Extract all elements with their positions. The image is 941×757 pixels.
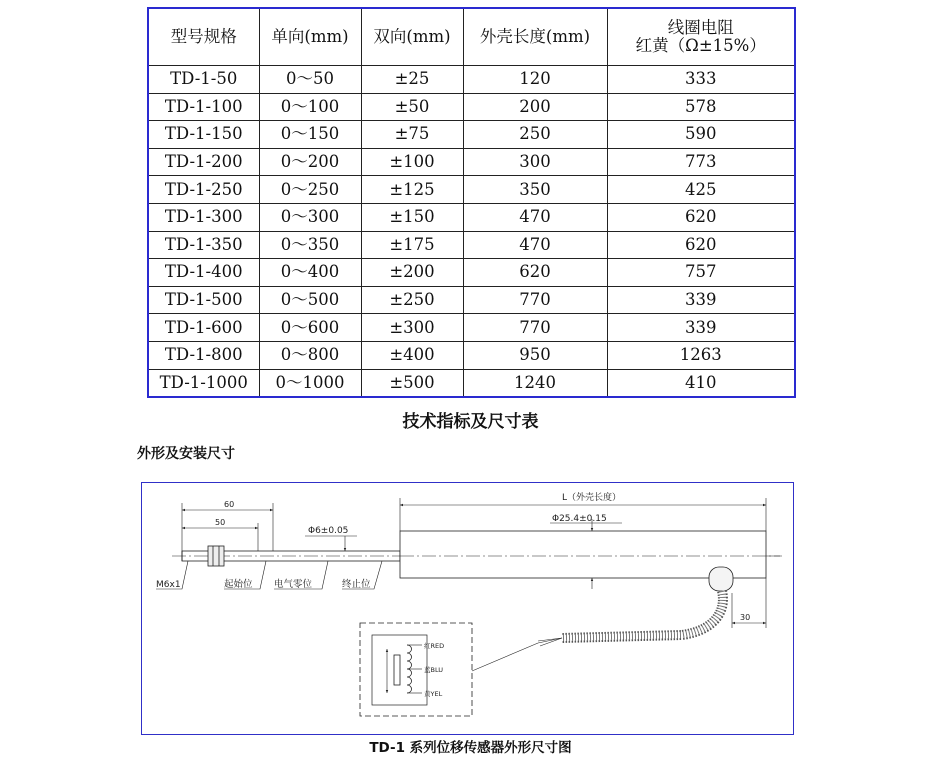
cell-housing-length: 470 (463, 203, 607, 231)
cell-housing-length: 120 (463, 66, 607, 94)
cell-model: TD-1-800 (148, 341, 259, 369)
header-coil-resistance-line1: 线圈电阻 (667, 17, 734, 37)
cell-coil-resistance: 425 (607, 176, 795, 204)
cell-unidirectional: 0～250 (259, 176, 361, 204)
spec-table (147, 7, 796, 398)
cell-unidirectional: 0～1000 (259, 369, 361, 397)
dim-50-label: 50 (215, 518, 226, 527)
cell-coil-resistance: 410 (607, 369, 795, 397)
cell-bidirectional: ±300 (361, 314, 463, 342)
dim-60-label: 60 (224, 500, 235, 509)
cell-bidirectional: ±75 (361, 121, 463, 149)
section-title: 外形及安装尺寸 (137, 446, 235, 462)
header-coil-resistance (607, 8, 795, 66)
cell-coil-resistance: 339 (607, 314, 795, 342)
cell-housing-length: 350 (463, 176, 607, 204)
drawing-svg (142, 483, 795, 736)
cell-model: TD-1-150 (148, 121, 259, 149)
cell-unidirectional: 0～300 (259, 203, 361, 231)
cell-bidirectional: ±125 (361, 176, 463, 204)
cell-model: TD-1-500 (148, 286, 259, 314)
cell-housing-length: 1240 (463, 369, 607, 397)
table-header-row (148, 8, 795, 66)
cell-unidirectional: 0～600 (259, 314, 361, 342)
cell-model: TD-1-600 (148, 314, 259, 342)
table-row (148, 176, 795, 204)
cell-coil-resistance: 578 (607, 93, 795, 121)
cell-bidirectional: ±200 (361, 259, 463, 287)
cell-model: TD-1-50 (148, 66, 259, 94)
table-row (148, 148, 795, 176)
cell-unidirectional: 0～500 (259, 286, 361, 314)
cell-bidirectional: ±400 (361, 341, 463, 369)
wiring-schematic-box (360, 623, 472, 716)
cell-bidirectional: ±50 (361, 93, 463, 121)
housing-diameter-label: Φ25.4±0.15 (552, 514, 607, 524)
cell-model: TD-1-1000 (148, 369, 259, 397)
table-row (148, 203, 795, 231)
thread-label: M6x1 (156, 580, 181, 590)
wire-red-label: 红RED (424, 642, 445, 650)
cell-unidirectional: 0～150 (259, 121, 361, 149)
table-row (148, 231, 795, 259)
cell-coil-resistance: 620 (607, 231, 795, 259)
cell-model: TD-1-250 (148, 176, 259, 204)
cell-housing-length: 770 (463, 286, 607, 314)
dim-30-label: 30 (740, 613, 751, 622)
cell-unidirectional: 0～350 (259, 231, 361, 259)
cell-housing-length: 300 (463, 148, 607, 176)
cell-unidirectional: 0～50 (259, 66, 361, 94)
cell-model: TD-1-350 (148, 231, 259, 259)
header-coil-resistance-line2: 红黄（Ω±15%） (635, 36, 766, 55)
cell-housing-length: 620 (463, 259, 607, 287)
cell-model: TD-1-100 (148, 93, 259, 121)
cell-coil-resistance: 1263 (607, 341, 795, 369)
cell-housing-length: 470 (463, 231, 607, 259)
header-unidirectional: 单向(mm) (259, 8, 361, 66)
cell-model: TD-1-300 (148, 203, 259, 231)
header-housing-length: 外壳长度(mm) (463, 8, 607, 66)
cell-housing-length: 950 (463, 341, 607, 369)
header-model: 型号规格 (148, 8, 259, 66)
table-row (148, 314, 795, 342)
cell-unidirectional: 0～200 (259, 148, 361, 176)
table-row (148, 286, 795, 314)
table-row (148, 66, 795, 94)
table-body (148, 66, 795, 398)
start-position-label: 起始位 (224, 579, 253, 590)
cell-housing-length: 200 (463, 93, 607, 121)
cell-coil-resistance: 590 (607, 121, 795, 149)
dimension-drawing (141, 482, 794, 735)
table-caption: 技术指标及尺寸表 (402, 412, 539, 432)
cell-coil-resistance: 757 (607, 259, 795, 287)
cell-unidirectional: 0～800 (259, 341, 361, 369)
table-row (148, 341, 795, 369)
cell-model: TD-1-200 (148, 148, 259, 176)
cell-bidirectional: ±250 (361, 286, 463, 314)
cell-bidirectional: ±25 (361, 66, 463, 94)
cell-coil-resistance: 620 (607, 203, 795, 231)
nut (208, 546, 224, 566)
zero-position-label: 电气零位 (274, 579, 313, 590)
cell-bidirectional: ±500 (361, 369, 463, 397)
cell-housing-length: 250 (463, 121, 607, 149)
cell-unidirectional: 0～400 (259, 259, 361, 287)
end-position-label: 终止位 (342, 579, 371, 590)
figure-caption: TD-1 系列位移传感器外形尺寸图 (369, 740, 572, 756)
table-row (148, 259, 795, 287)
cell-bidirectional: ±175 (361, 231, 463, 259)
wire-yellow-label: 黄YEL (424, 690, 443, 698)
cell-bidirectional: ±100 (361, 148, 463, 176)
table-row (148, 93, 795, 121)
rod-diameter-label: Φ6±0.05 (308, 526, 349, 536)
table-row (148, 121, 795, 149)
cell-coil-resistance: 773 (607, 148, 795, 176)
table-row (148, 369, 795, 397)
cell-bidirectional: ±150 (361, 203, 463, 231)
cell-coil-resistance: 333 (607, 66, 795, 94)
housing-length-label: L（外壳长度） (562, 493, 622, 503)
header-bidirectional: 双向(mm) (361, 8, 463, 66)
wire-blue-label: 蓝BLU (424, 666, 444, 674)
cell-model: TD-1-400 (148, 259, 259, 287)
cell-unidirectional: 0～100 (259, 93, 361, 121)
cable-connector (709, 567, 733, 591)
cell-coil-resistance: 339 (607, 286, 795, 314)
core-symbol (394, 655, 400, 685)
cell-housing-length: 770 (463, 314, 607, 342)
